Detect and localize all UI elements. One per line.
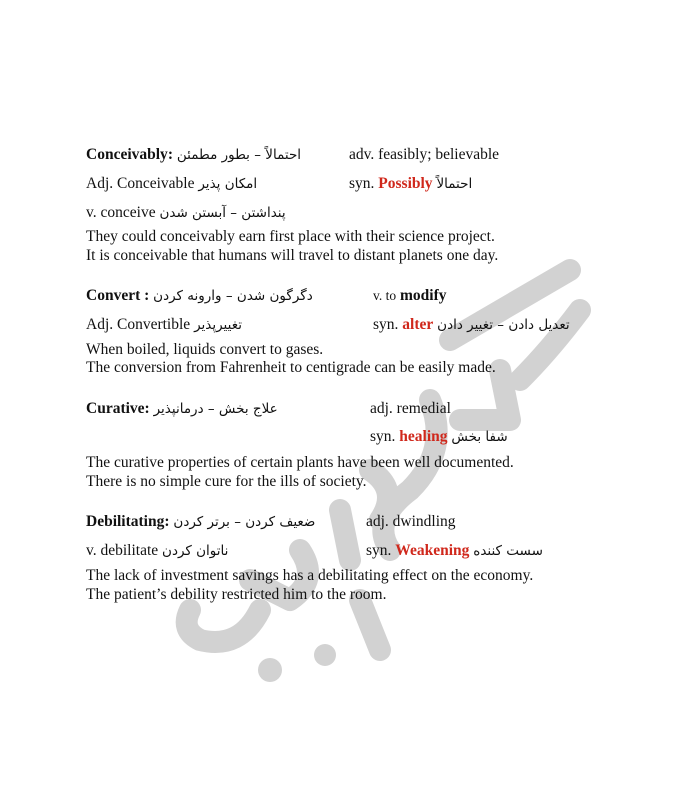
entry-1-example-2: It is conceivable that humans will travel to distant planets one day. bbox=[86, 247, 499, 264]
entry-4-definition bbox=[366, 512, 456, 532]
entry-3-headword-line bbox=[86, 399, 278, 419]
entry-2-syn-word: alter bbox=[402, 316, 434, 333]
entry-1-headword-line bbox=[86, 145, 301, 165]
entry-4-colon: : bbox=[164, 513, 170, 530]
entry-3-syn-label: syn. bbox=[370, 428, 396, 445]
entry-1-syn-label: syn. bbox=[349, 175, 375, 192]
entry-4-headword-line bbox=[86, 512, 315, 532]
entry-2-definition bbox=[373, 286, 447, 306]
entry-4-form1-fa: ناتوان کردن bbox=[162, 543, 229, 559]
entry-2-headword-line bbox=[86, 286, 313, 306]
entry-4-pos-def: adj. dwindling bbox=[366, 513, 456, 530]
entry-2-form1: Adj. Convertible bbox=[86, 316, 191, 333]
entry-4-word: Debilitating bbox=[86, 513, 165, 530]
entry-2-form1-fa: تغییرپذیر bbox=[194, 317, 242, 333]
entry-1-form1: Adj. Conceivable bbox=[86, 175, 195, 192]
entry-3-syn-word: healing bbox=[399, 428, 448, 445]
entry-1-word: Conceivably bbox=[86, 146, 168, 163]
entry-1-example-1: They could conceivably earn first place with their science project. bbox=[86, 228, 495, 245]
entry-4-example-1: The lack of investment savings has a debilitating effect on the economy. bbox=[86, 567, 534, 584]
entry-4-synonym-line bbox=[366, 541, 543, 561]
entry-2-example-2: The conversion from Fahrenheit to centigrade can be easily made. bbox=[86, 359, 496, 376]
entry-3-word: Curative bbox=[86, 400, 145, 417]
entry-1-pos-def: adv. feasibly; believable bbox=[349, 146, 500, 163]
entry-1-word-fa: احتمالاً – بطور مطمئن bbox=[176, 147, 302, 163]
entry-1-syn-word: Possibly bbox=[378, 175, 433, 192]
entry-4-word-fa: ضعیف کردن – برتر کردن bbox=[173, 514, 316, 530]
entry-4-form1-line bbox=[86, 541, 228, 561]
entry-1-form2-fa: پنداشتن – آبستن شدن bbox=[159, 205, 286, 221]
entry-1-form2-line bbox=[86, 203, 286, 223]
entry-2-syn-label: syn. bbox=[373, 316, 399, 333]
entry-1-synonym-line bbox=[349, 174, 472, 194]
entry-2-example-1: When boiled, liquids convert to gases. bbox=[86, 341, 324, 358]
entry-3-synonym-line bbox=[370, 427, 508, 447]
entry-4-example-2: The patient’s debility restricted him to the room. bbox=[86, 586, 387, 603]
entry-3-colon: : bbox=[144, 400, 150, 417]
entry-2-colon: : bbox=[144, 287, 150, 304]
entry-3-example-2: There is no simple cure for the ills of society. bbox=[86, 473, 367, 490]
entry-3-word-fa: علاج بخش – درمانپذیر bbox=[153, 401, 278, 417]
entry-2-pos-def-prefix: v. to bbox=[373, 288, 397, 303]
entry-2-word: Convert bbox=[86, 287, 141, 304]
entry-1-form2: v. conceive bbox=[86, 204, 156, 221]
entry-2-word-fa: دگرگون شدن – وارونه کردن bbox=[153, 288, 313, 304]
entry-1-definition bbox=[349, 145, 499, 165]
entry-3-example-1: The curative properties of certain plants have been well documented. bbox=[86, 454, 514, 471]
entry-3-pos-def: adj. remedial bbox=[370, 400, 451, 417]
entry-3-definition bbox=[370, 399, 451, 419]
entry-2-form1-line bbox=[86, 315, 242, 335]
entry-3-syn-fa: شفا بخش bbox=[451, 429, 508, 445]
entry-2-synonym-line bbox=[373, 315, 570, 335]
entry-4-syn-label: syn. bbox=[366, 542, 392, 559]
entry-4-syn-fa: سست کننده bbox=[473, 543, 543, 559]
entry-1-form1-line bbox=[86, 174, 257, 194]
entry-4-form1: v. debilitate bbox=[86, 542, 159, 559]
entry-2-pos-def-word: modify bbox=[400, 287, 447, 304]
entry-2-syn-fa: تعدیل دادن – تغییر دادن bbox=[437, 317, 570, 333]
entry-1-colon: : bbox=[167, 146, 173, 163]
entry-1-form1-fa: امکان پذیر bbox=[198, 176, 258, 192]
entry-1-syn-fa: احتمالاً bbox=[436, 176, 473, 192]
entry-4-syn-word: Weakening bbox=[395, 542, 470, 559]
